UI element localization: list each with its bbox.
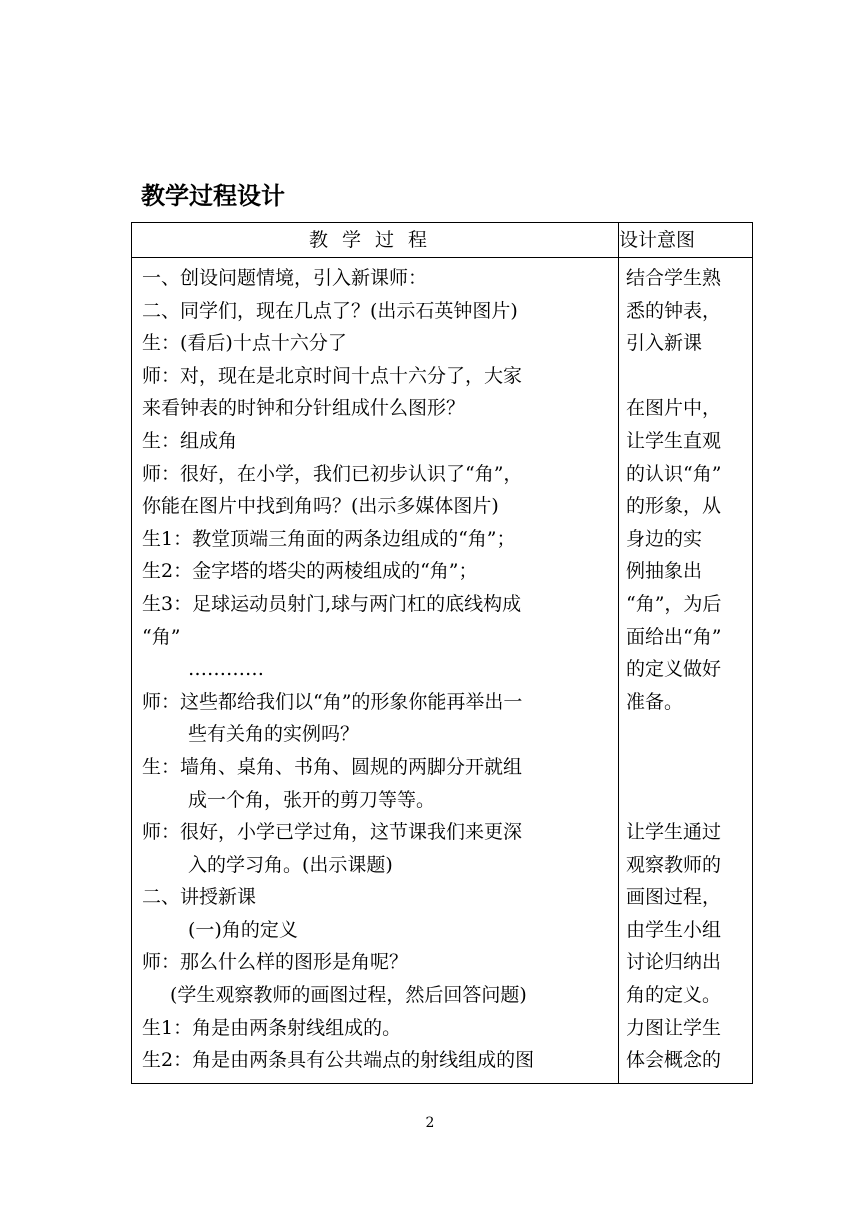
process-line: 二、同学们，现在几点了？(出示石英钟图片) <box>142 299 518 322</box>
intent-line: 悉的钟表， <box>626 299 722 322</box>
ellipsis-line: ………… <box>188 658 264 681</box>
process-line: “角” <box>142 625 181 648</box>
process-line: 生2：金字塔的塔尖的两棱组成的“角”； <box>142 560 478 583</box>
intent-gap <box>626 718 752 751</box>
intent-line: 的认识“角” <box>626 462 722 485</box>
intent-line: “角”，为后 <box>626 592 722 615</box>
section-heading: 教学过程设计 <box>141 182 285 210</box>
section-title-line: 二、讲授新课 <box>142 886 257 909</box>
lesson-table <box>131 222 753 1084</box>
process-line: 一、创设问题情境，引入新课师： <box>142 267 428 289</box>
process-line: 你能在图片中找到角吗？(出示多媒体图片) <box>142 495 499 518</box>
intent-line: 准备。 <box>626 690 684 713</box>
table-header-row <box>132 223 753 258</box>
process-line: 生2：角是由两条具有公共端点的射线组成的图 <box>142 1049 535 1072</box>
intent-line: 由学生小组 <box>626 918 722 941</box>
process-line: 来看钟表的时钟和分针组成什么图形？ <box>142 397 466 420</box>
intent-line: 在图片中， <box>626 397 722 420</box>
process-line: 师：这些都给我们以“角”的形象你能再举出一 <box>142 690 523 713</box>
intent-line: 让学生直观 <box>626 429 722 452</box>
intent-line: 的定义做好 <box>626 658 722 681</box>
intent-line: 引入新课 <box>626 332 703 355</box>
teaching-process-cell <box>132 258 619 1084</box>
process-line: 师：很好，小学已学过角，这节课我们来更深 <box>142 821 523 844</box>
intent-line: 体会概念的 <box>626 1049 722 1072</box>
intent-line: 讨论归纳出 <box>626 951 722 974</box>
intent-line: 面给出“角” <box>626 625 722 648</box>
process-line: 生3：足球运动员射门,球与两门杠的底线构成 <box>142 592 522 615</box>
intent-gap <box>626 751 752 784</box>
intent-line: 的形象，从 <box>626 495 722 518</box>
design-intent-cell <box>619 258 753 1084</box>
process-line: 师：很好，在小学，我们已初步认识了“角”， <box>142 462 523 485</box>
process-line: 入的学习角。(出示课题) <box>188 853 393 876</box>
process-line: 成一个角，张开的剪刀等等。 <box>188 788 436 811</box>
process-line: 师：那么什么样的图形是角呢？ <box>142 951 409 974</box>
intent-line: 让学生通过 <box>626 821 722 844</box>
intent-line: 画图过程， <box>626 886 722 909</box>
intent-line: 力图让学生 <box>626 1016 722 1039</box>
process-line: 生1：角是由两条射线组成的。 <box>142 1016 402 1039</box>
header-design-intent: 设计意图 <box>619 223 753 258</box>
header-teaching-process: 教学过程 <box>132 223 619 258</box>
intent-line: 结合学生熟 <box>626 267 722 289</box>
intent-gap <box>626 784 752 817</box>
table-body-row <box>132 258 753 1084</box>
intent-line: 角的定义。 <box>626 984 722 1007</box>
intent-gap <box>626 360 752 393</box>
intent-line: 身边的实 <box>626 527 703 550</box>
process-line: 些有关角的实例吗？ <box>188 723 360 746</box>
process-line: 生：(看后)十点十六分了 <box>142 332 347 355</box>
page-number: 2 <box>425 1115 435 1131</box>
intent-line: 观察教师的 <box>626 853 722 876</box>
process-line: (学生观察教师的画图过程，然后回答问题) <box>170 984 527 1007</box>
process-line: 生：组成角 <box>142 429 238 452</box>
process-line: 师：对，现在是北京时间十点十六分了，大家 <box>142 364 523 387</box>
intent-line: 例抽象出 <box>626 560 703 583</box>
process-line: 生1：教堂顶端三角面的两条边组成的“角”； <box>142 527 516 550</box>
process-line: 生：墙角、桌角、书角、圆规的两脚分开就组 <box>142 755 523 778</box>
subsection-title-line: (一)角的定义 <box>188 918 298 941</box>
